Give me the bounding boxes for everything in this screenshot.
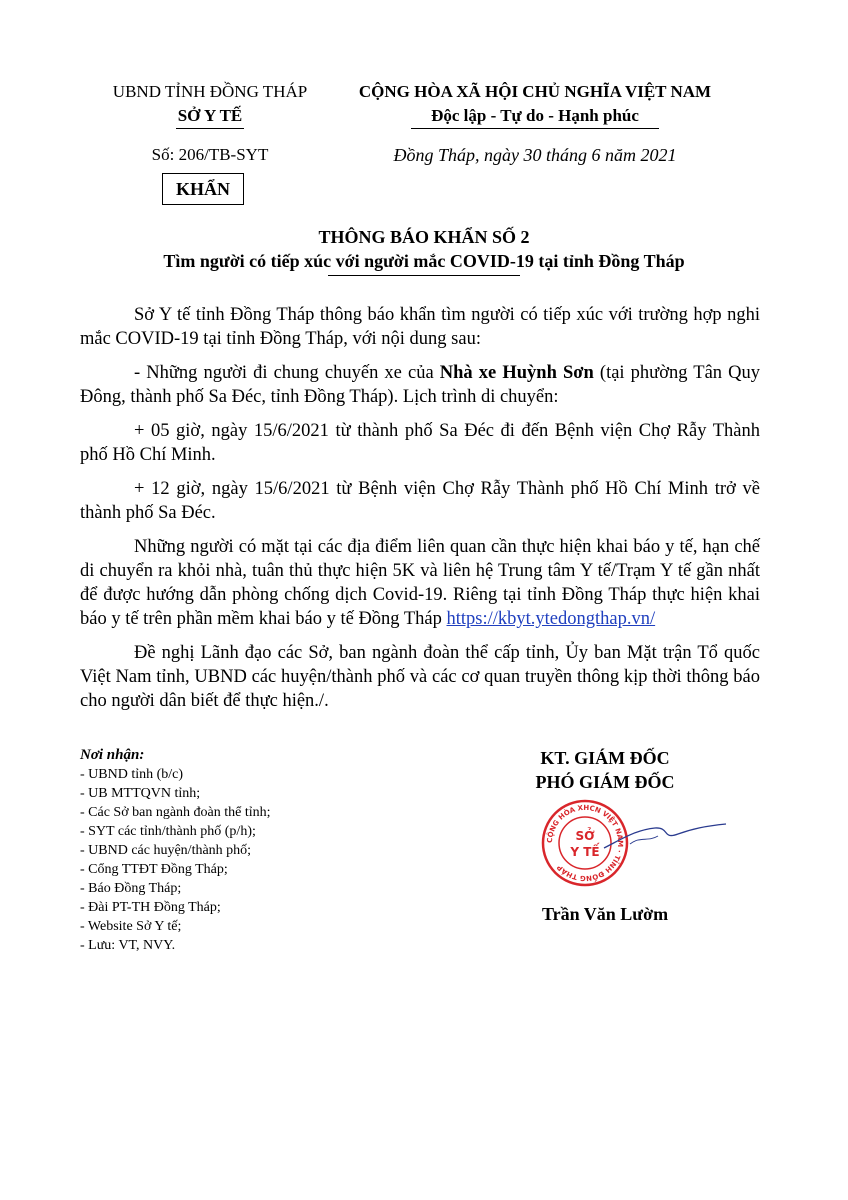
title-sub: Tìm người có tiếp xúc với người mắc COVID-19 tại tỉnh Đồng Tháp	[163, 251, 685, 271]
paragraph-bus	[80, 361, 760, 409]
recipient-item: - Báo Đồng Tháp;	[80, 881, 182, 896]
recipient-item: - UB MTTQVN tỉnh;	[80, 786, 201, 801]
paragraph-instructions	[80, 535, 760, 631]
document-body	[80, 303, 760, 723]
urgent-badge: KHẨN	[162, 173, 244, 205]
recipients-title: Nơi nhận:	[80, 747, 145, 763]
instructions-text: Những người có mặt tại các địa điểm liên quan cần thực hiện khai báo y tế, hạn chế di chuyển ra khỏi nhà, tuân thủ thực hiện 5K và liên hệ Trung tâm Y tế/Trạm Y tế gần nhất để được hướng dẫn phòng chống dịch Covid-19. Riêng tại tỉnh Đồng Tháp thực hiện khai báo y tế trên phần mềm khai báo y tế Đồng Tháp	[80, 537, 760, 629]
seal-text-top: SỞ	[575, 829, 595, 843]
recipient-item: - UBND các huyện/thành phố;	[80, 843, 252, 858]
signature-title-2: PHÓ GIÁM ĐỐC	[535, 772, 675, 792]
recipient-item: - Lưu: VT, NVY.	[80, 938, 176, 953]
agency-block	[90, 80, 330, 129]
recipients-block	[80, 746, 410, 955]
agency-underline	[176, 128, 244, 129]
recipient-item: - Đài PT-TH Đồng Tháp;	[80, 900, 221, 915]
paragraph-intro: Sở Y tế tỉnh Đồng Tháp thông báo khẩn tìm người có tiếp xúc với trường hợp nghi mắc COVID-19 tại tỉnh Đồng Tháp, với nội dung sau:	[80, 305, 760, 349]
motto-underline	[411, 128, 659, 129]
recipient-item: - SYT các tỉnh/thành phố (p/h);	[80, 824, 256, 839]
country-name: CỘNG HÒA XÃ HỘI CHỦ NGHĨA VIỆT NAM	[358, 82, 712, 101]
title-underline	[328, 275, 520, 276]
paragraph-trip-2: + 12 giờ, ngày 15/6/2021 từ Bệnh viện Chợ Rẫy Thành phố Hồ Chí Minh trở về thành phố Sa Đéc.	[80, 479, 760, 523]
seal-ring-text: CỘNG HÒA XHCN VIỆT NAM · TỈNH ĐỒNG THÁP	[545, 803, 625, 883]
signature-stroke-icon	[600, 818, 730, 858]
paragraph-request: Đề nghị Lãnh đạo các Sở, ban ngành đoàn thể cấp tỉnh, Ủy ban Mặt trận Tổ quốc Việt Nam tỉnh, UBND các huyện/thành phố và các cơ quan truyền thông kịp thời thông báo cho người dân biết để thực hiện./.	[80, 643, 760, 711]
bus-operator: Nhà xe Huỳnh Sơn	[439, 363, 594, 383]
signer-name: Trần Văn Lườm	[541, 904, 669, 924]
recipient-item: - Các Sở ban ngành đoàn thể tỉnh;	[80, 805, 271, 820]
seal-text-bottom: Y TẾ	[570, 845, 600, 859]
title-main: THÔNG BÁO KHẨN SỐ 2	[318, 227, 530, 247]
recipient-item: - Website Sở Y tế;	[80, 919, 182, 934]
signature-title-1: KT. GIÁM ĐỐC	[540, 748, 670, 768]
national-heading	[330, 80, 740, 129]
document-number: Số: 206/TB-SYT	[151, 145, 269, 164]
dateline: Đồng Tháp, ngày 30 tháng 6 năm 2021	[393, 145, 677, 165]
declaration-link[interactable]: https://kbyt.ytedongthap.vn/	[446, 609, 656, 629]
agency-name: SỞ Y TẾ	[177, 106, 243, 125]
agency-parent: UBND TỈNH ĐỒNG THÁP	[112, 82, 308, 101]
document-title	[90, 225, 758, 273]
bus-prefix: - Những người đi chung chuyến xe của	[134, 363, 440, 383]
recipient-item: - UBND tỉnh (b/c)	[80, 767, 184, 782]
bus-suffix: (tại phường Tân Quy Đông, thành phố Sa Đéc, tỉnh Đồng Tháp). Lịch trình di chuyển:	[80, 363, 760, 407]
motto: Độc lập - Tự do - Hạnh phúc	[431, 106, 639, 125]
recipients-list	[80, 765, 410, 955]
paragraph-trip-1: + 05 giờ, ngày 15/6/2021 từ thành phố Sa Đéc đi đến Bệnh viện Chợ Rẫy Thành phố Hồ Chí Minh.	[80, 421, 760, 465]
signature-block	[470, 746, 740, 794]
recipient-item: - Cổng TTĐT Đồng Tháp;	[80, 862, 228, 877]
official-seal	[540, 798, 630, 888]
